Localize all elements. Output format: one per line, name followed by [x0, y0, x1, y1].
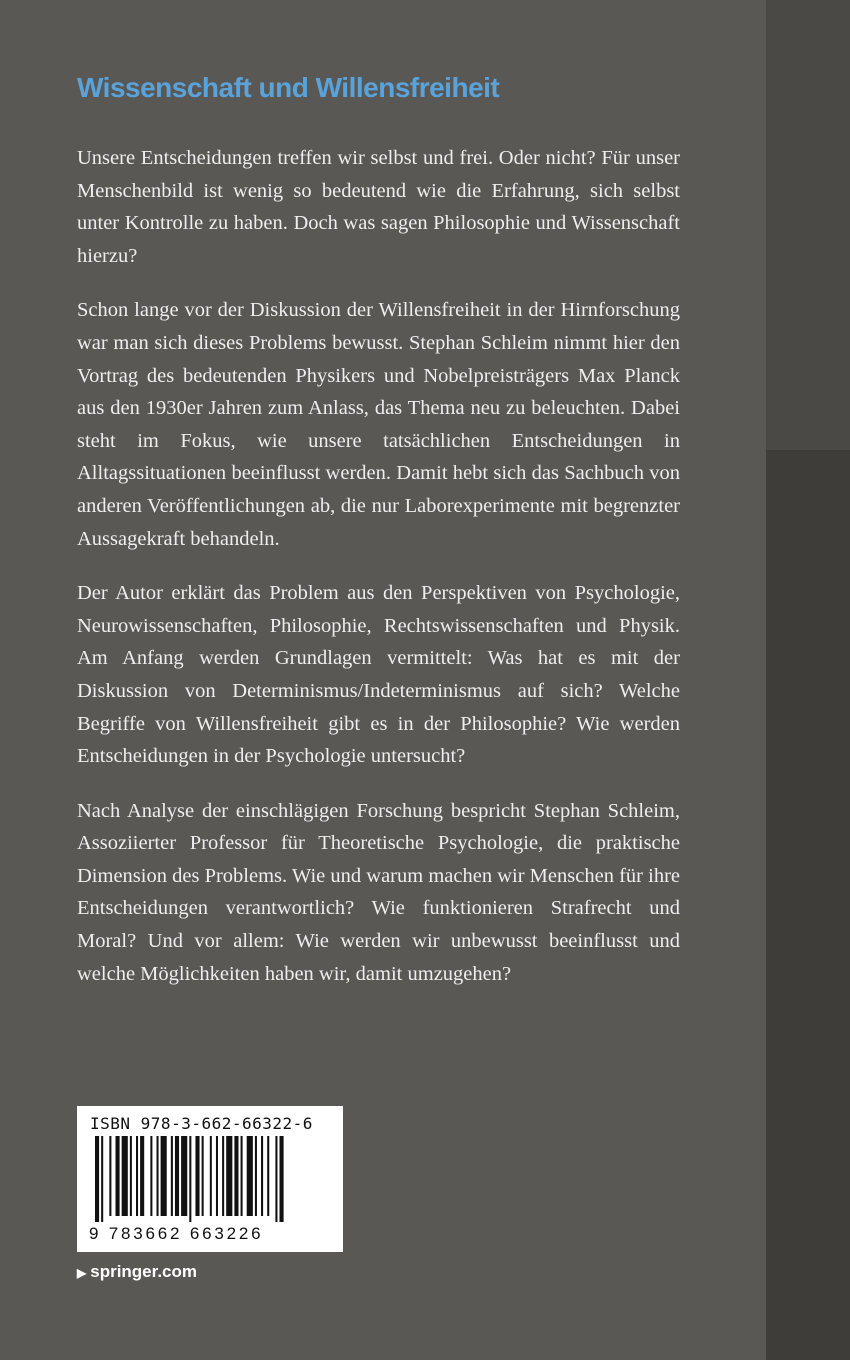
blurb-paragraph-1: Unsere Entscheidungen treffen wir selbst und frei. Oder nicht? Für unser Menschenbild ist wenig so bedeutend wie die Erfahrung, sich selbst unter Kontrolle zu haben. Doch was sagen Philosophie und Wissenschaft hierzu?	[77, 147, 680, 267]
isbn-label: ISBN 978-3-662-66322-6	[90, 1114, 313, 1133]
arrow-right-icon: ▶	[77, 1266, 87, 1280]
blurb-paragraph-2: Schon lange vor der Diskussion der Willensfreiheit in der Hirnforschung war man sich dieses Problems bewusst. Stephan Schleim nimmt hier den Vortrag des bedeutenden Physikers und Nobelpreisträgers Max Planck aus den 1930er Jahren zum Anlass, das Thema neu zu beleuchten. Dabei steht im Fokus, wie unsere tatsächlichen Entscheidungen in Alltagssituationen beeinflusst werden. Damit hebt sich das Sachbuch von anderen Veröffentlichungen ab, die nur Laborexperimente mit begrenzter Aussagekraft behandeln.	[77, 299, 680, 550]
isbn-barcode	[77, 1106, 343, 1252]
publisher-link[interactable]	[77, 1262, 197, 1282]
blurb-paragraph-3: Der Autor erklärt das Problem aus den Perspektiven von Psychologie, Neurowissenschaften, Philosophie, Rechtswissenschaften und Physik. Am Anfang werden Grundlagen vermittelt: Was hat es mit der Diskussion von Determinismus/Indeterminismus auf sich? Welche Begriffe von Willensfreiheit gibt es in der Philosophie? Wie werden Entscheidungen in der Psychologie untersucht?	[77, 582, 680, 768]
book-title: Wissenschaft und Willensfreiheit	[77, 72, 500, 103]
blurb-text	[77, 142, 680, 1012]
blurb-paragraph-4: Nach Analyse der einschlägigen Forschung bespricht Stephan Schleim, Assoziierter Professor für Theoretische Psychologie, die praktische Dimension des Problems. Wie und warum machen wir Menschen für ihre Entscheidungen verantwortlich? Wie funktionieren Strafrecht und Moral? Und vor allem: Wie werden wir unbewusst beeinflusst und welche Möglichkeiten haben wir, damit umzugehen?	[77, 799, 680, 985]
spine-edge-lower	[766, 450, 850, 1360]
publisher-website: springer.com	[90, 1262, 197, 1281]
spine-edge-upper	[766, 0, 850, 450]
barcode-bars	[89, 1136, 331, 1222]
barcode-digits: 9 783662 663226	[89, 1224, 264, 1243]
